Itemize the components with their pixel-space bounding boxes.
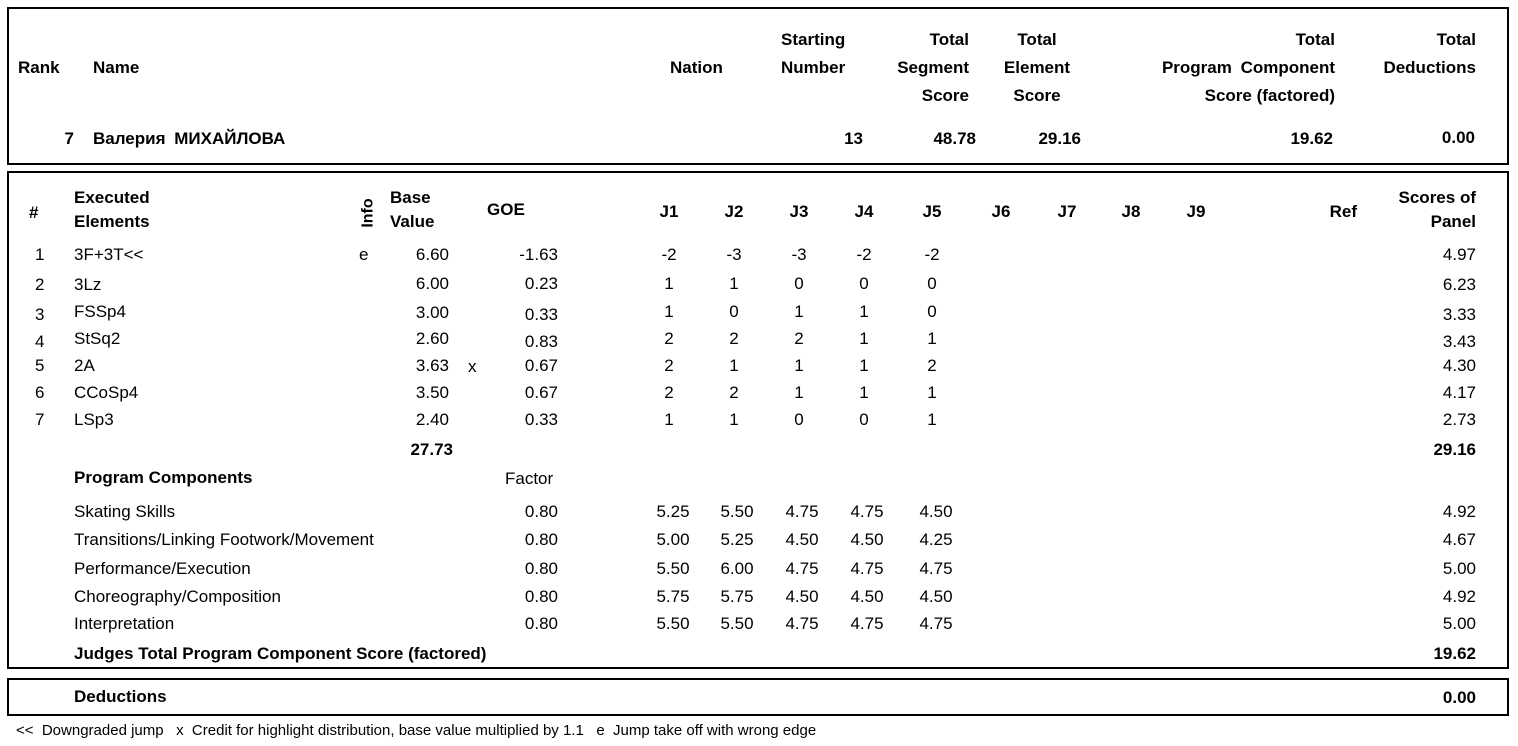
- element-judge-2: 1: [729, 274, 739, 293]
- header-pcs-line2: Program Component: [1161, 58, 1335, 77]
- element-judge-1: 1: [664, 274, 674, 293]
- component-judge-5: 4.50: [919, 587, 953, 606]
- element-judge-4: 0: [859, 410, 869, 429]
- element-goe: 0.33: [524, 410, 558, 429]
- base-value-total: 27.73: [410, 440, 453, 459]
- element-name: 3Lz: [74, 275, 102, 294]
- skater-name: Валерия МИХАЙЛОВА: [93, 129, 286, 148]
- component-judge-4: 4.75: [850, 502, 884, 521]
- header-info: Info: [359, 198, 377, 228]
- header-judge-9: J9: [1186, 202, 1206, 221]
- element-goe: -1.63: [519, 245, 558, 264]
- element-name: StSq2: [74, 329, 121, 348]
- header-element-score-line2: Element: [1003, 58, 1071, 77]
- skater-rank: 7: [64, 129, 74, 148]
- element-judge-5: 1: [927, 329, 937, 348]
- skater-total-element-score: 29.16: [1038, 129, 1081, 148]
- header-ref: Ref: [1329, 202, 1357, 221]
- element-number: 7: [35, 410, 45, 429]
- element-judge-4: 1: [859, 383, 869, 402]
- element-base-value: 3.63: [415, 356, 449, 375]
- header-judge-4: J4: [854, 202, 874, 221]
- component-panel-score: 4.67: [1442, 530, 1476, 549]
- element-judge-5: 1: [927, 383, 937, 402]
- header-pcs-line3: Score (factored): [1204, 86, 1335, 105]
- header-deductions-line2: Deductions: [1383, 58, 1476, 77]
- header-element-score-line1: Total: [1017, 30, 1057, 49]
- component-panel-score: 5.00: [1442, 614, 1476, 633]
- header-starting-number-line2: Number: [781, 58, 846, 77]
- element-judge-4: 1: [859, 356, 869, 375]
- component-judge-3: 4.50: [785, 530, 819, 549]
- header-segment-score-line3: Score: [921, 86, 969, 105]
- element-base-value: 3.50: [415, 383, 449, 402]
- component-name: Skating Skills: [74, 502, 176, 521]
- header-judge-7: J7: [1057, 202, 1077, 221]
- element-judge-1: 1: [664, 302, 674, 321]
- header-judge-2: J2: [724, 202, 744, 221]
- element-judge-2: 1: [729, 410, 739, 429]
- element-name: 3F+3T<<: [74, 245, 144, 264]
- element-base-value: 3.00: [415, 303, 449, 322]
- element-number: 6: [35, 383, 45, 402]
- component-judge-4: 4.75: [850, 614, 884, 633]
- element-name: FSSp4: [74, 302, 126, 321]
- header-deductions-line1: Total: [1436, 30, 1476, 49]
- element-base-value: 6.60: [415, 245, 449, 264]
- component-name: Choreography/Composition: [74, 587, 281, 606]
- component-judge-3: 4.75: [785, 614, 819, 633]
- component-judge-4: 4.50: [850, 530, 884, 549]
- component-panel-score: 4.92: [1442, 587, 1476, 606]
- element-number: 4: [35, 332, 45, 351]
- element-judge-1: 2: [664, 356, 674, 375]
- header-nation: Nation: [670, 58, 723, 77]
- element-judge-3: 2: [794, 329, 804, 348]
- header-executed-elements-line2: Elements: [74, 212, 150, 231]
- header-scores-of-panel-line1: Scores of: [1398, 188, 1476, 207]
- components-total-label: Judges Total Program Component Score (factored): [74, 644, 487, 663]
- header-goe: GOE: [487, 200, 525, 219]
- header-segment-score-line2: Segment: [897, 58, 969, 77]
- element-judge-4: 0: [859, 274, 869, 293]
- deductions-box: [7, 678, 1509, 716]
- header-pcs-line1: Total: [1295, 30, 1335, 49]
- component-factor: 0.80: [524, 502, 558, 521]
- header-executed-elements-line1: Executed: [74, 188, 150, 207]
- element-number: 3: [35, 305, 45, 324]
- element-judge-1: 2: [664, 329, 674, 348]
- component-judge-2: 5.50: [720, 614, 754, 633]
- element-judge-2: 0: [729, 302, 739, 321]
- component-judge-5: 4.75: [919, 559, 953, 578]
- element-judge-4: 1: [859, 302, 869, 321]
- header-segment-score-line1: Total: [929, 30, 969, 49]
- element-judge-3: 0: [794, 410, 804, 429]
- deductions-label: Deductions: [74, 687, 167, 706]
- deductions-value: 0.00: [1442, 688, 1476, 707]
- element-goe: 0.67: [524, 383, 558, 402]
- element-judge-2: 1: [729, 356, 739, 375]
- header-rank: Rank: [18, 58, 60, 77]
- component-name: Performance/Execution: [74, 559, 251, 578]
- element-base-value: 2.40: [415, 410, 449, 429]
- panel-score-total: 29.16: [1433, 440, 1476, 459]
- component-judge-5: 4.50: [919, 502, 953, 521]
- element-base-value: 2.60: [415, 329, 449, 348]
- header-judge-8: J8: [1121, 202, 1141, 221]
- element-goe: 0.33: [524, 305, 558, 324]
- element-info: e: [359, 245, 369, 264]
- component-judge-2: 5.50: [720, 502, 754, 521]
- header-element-score-line3: Score: [1013, 86, 1061, 105]
- component-factor: 0.80: [524, 614, 558, 633]
- program-components-title: Program Components: [74, 468, 253, 487]
- element-judge-4: -2: [856, 245, 872, 264]
- element-panel-score: 4.17: [1442, 383, 1476, 402]
- element-panel-score: 4.97: [1442, 245, 1476, 264]
- header-judge-3: J3: [789, 202, 809, 221]
- element-judge-3: 1: [794, 383, 804, 402]
- component-judge-4: 4.50: [850, 587, 884, 606]
- component-judge-3: 4.50: [785, 587, 819, 606]
- element-number: 1: [35, 245, 45, 264]
- element-panel-score: 4.30: [1442, 356, 1476, 375]
- element-goe: 0.83: [524, 332, 558, 351]
- element-judge-5: 0: [927, 302, 937, 321]
- header-base-value-line1: Base: [390, 188, 431, 207]
- element-judge-2: 2: [729, 329, 739, 348]
- component-name: Transitions/Linking Footwork/Movement: [74, 530, 374, 549]
- element-goe: 0.23: [524, 274, 558, 293]
- component-panel-score: 4.92: [1442, 502, 1476, 521]
- component-factor: 0.80: [524, 559, 558, 578]
- factor-label: Factor: [505, 469, 554, 488]
- component-factor: 0.80: [524, 530, 558, 549]
- header-name: Name: [93, 58, 140, 77]
- element-name: CCoSp4: [74, 383, 139, 402]
- header-judge-6: J6: [991, 202, 1011, 221]
- element-goe: 0.67: [524, 356, 558, 375]
- component-judge-1: 5.50: [656, 614, 690, 633]
- component-judge-1: 5.25: [656, 502, 690, 521]
- components-total-value: 19.62: [1433, 644, 1476, 663]
- component-judge-1: 5.50: [656, 559, 690, 578]
- component-judge-2: 6.00: [720, 559, 754, 578]
- element-number: 5: [35, 356, 45, 375]
- element-judge-5: 2: [927, 356, 937, 375]
- component-judge-4: 4.75: [850, 559, 884, 578]
- header-judge-1: J1: [659, 202, 679, 221]
- header-scores-of-panel-line2: Panel: [1430, 212, 1476, 231]
- element-name: 2A: [74, 356, 95, 375]
- element-judge-3: 1: [794, 302, 804, 321]
- component-judge-3: 4.75: [785, 502, 819, 521]
- component-panel-score: 5.00: [1442, 559, 1476, 578]
- legend-footnote: << Downgraded jump x Credit for highlight distribution, base value multiplied by 1.1 e Jump take off with wrong edge: [16, 722, 817, 739]
- component-judge-3: 4.75: [785, 559, 819, 578]
- component-judge-2: 5.25: [720, 530, 754, 549]
- element-panel-score: 3.33: [1442, 305, 1476, 324]
- skater-total-segment-score: 48.78: [933, 129, 976, 148]
- element-base-value: 6.00: [415, 274, 449, 293]
- element-judge-3: -3: [791, 245, 807, 264]
- header-number: #: [29, 203, 39, 222]
- element-judge-5: 0: [927, 274, 937, 293]
- component-judge-1: 5.75: [656, 587, 690, 606]
- header-judge-5: J5: [922, 202, 942, 221]
- skater-starting-number: 13: [844, 129, 863, 148]
- element-judge-1: 2: [664, 383, 674, 402]
- element-judge-2: 2: [729, 383, 739, 402]
- element-name: LSp3: [74, 410, 114, 429]
- element-judge-2: -3: [726, 245, 742, 264]
- element-panel-score: 6.23: [1442, 275, 1476, 294]
- element-judge-3: 0: [794, 274, 804, 293]
- element-judge-4: 1: [859, 329, 869, 348]
- header-base-value-line2: Value: [390, 212, 435, 231]
- element-number: 2: [35, 275, 45, 294]
- element-judge-5: 1: [927, 410, 937, 429]
- element-judge-1: -2: [661, 245, 677, 264]
- element-panel-score: 3.43: [1442, 332, 1476, 351]
- element-bonus-mark: x: [468, 357, 477, 376]
- component-judge-5: 4.75: [919, 614, 953, 633]
- component-factor: 0.80: [524, 587, 558, 606]
- component-judge-5: 4.25: [919, 530, 953, 549]
- header-starting-number-line1: Starting: [781, 30, 846, 49]
- component-judge-2: 5.75: [720, 587, 754, 606]
- skater-total-deductions: 0.00: [1441, 128, 1475, 147]
- element-judge-3: 1: [794, 356, 804, 375]
- component-name: Interpretation: [74, 614, 175, 633]
- element-judge-5: -2: [924, 245, 940, 264]
- element-judge-1: 1: [664, 410, 674, 429]
- component-judge-1: 5.00: [656, 530, 690, 549]
- skater-program-component-score: 19.62: [1290, 129, 1333, 148]
- element-panel-score: 2.73: [1442, 410, 1476, 429]
